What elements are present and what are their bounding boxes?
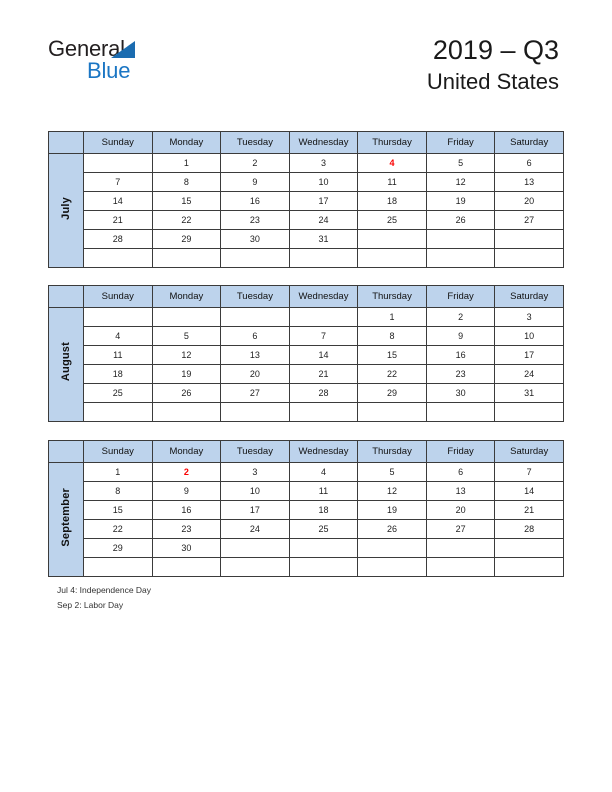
calendar-day[interactable]: 2 — [221, 154, 290, 173]
calendar-week-row — [49, 365, 564, 384]
calendar-day[interactable]: 20 — [221, 365, 290, 384]
calendar-week-row — [49, 173, 564, 192]
calendar-day[interactable]: 9 — [221, 173, 290, 192]
weekday-header-row — [49, 441, 564, 463]
calendar-day[interactable]: 10 — [221, 482, 290, 501]
calendar-day-empty — [289, 539, 358, 558]
calendar-day-empty — [495, 539, 564, 558]
calendar-day[interactable]: 24 — [289, 211, 358, 230]
calendar-day[interactable]: 28 — [289, 384, 358, 403]
page-header — [0, 0, 612, 118]
calendar-day[interactable]: 29 — [84, 539, 153, 558]
calendar-week-row — [49, 192, 564, 211]
calendar-day-empty — [358, 558, 427, 577]
calendar-day[interactable]: 20 — [426, 501, 495, 520]
month-name-label: September — [60, 487, 72, 547]
calendar-day-empty — [495, 558, 564, 577]
calendar-day[interactable]: 25 — [84, 384, 153, 403]
weekday-header-monday: Monday — [152, 441, 221, 463]
calendar-week-row — [49, 558, 564, 577]
calendar-day[interactable]: 14 — [495, 482, 564, 501]
page-subtitle: United States — [426, 69, 559, 94]
calendar-week-row — [49, 346, 564, 365]
weekday-header-friday: Friday — [426, 286, 495, 308]
calendar-month-august — [48, 285, 564, 422]
weekday-header-monday: Monday — [152, 132, 221, 154]
calendar-day[interactable]: 29 — [152, 230, 221, 249]
weekday-header-saturday: Saturday — [495, 441, 564, 463]
calendar-day-empty — [426, 249, 495, 268]
calendar-day[interactable]: 28 — [84, 230, 153, 249]
calendar-day[interactable]: 2 — [426, 308, 495, 327]
calendar-day[interactable]: 23 — [221, 211, 290, 230]
calendar-week-row — [49, 482, 564, 501]
calendar-day[interactable]: 8 — [358, 327, 427, 346]
calendar-day[interactable]: 13 — [495, 173, 564, 192]
weekday-header-tuesday: Tuesday — [221, 286, 290, 308]
calendar-day[interactable]: 13 — [426, 482, 495, 501]
calendar-day-empty — [358, 539, 427, 558]
calendar-day[interactable]: 15 — [152, 192, 221, 211]
calendar-day[interactable]: 17 — [495, 346, 564, 365]
calendar-day[interactable]: 29 — [358, 384, 427, 403]
calendar-day[interactable]: 6 — [426, 463, 495, 482]
calendar-day[interactable]: 9 — [426, 327, 495, 346]
calendar-day[interactable]: 26 — [358, 520, 427, 539]
weekday-header-sunday: Sunday — [84, 441, 153, 463]
calendar-day[interactable]: 5 — [426, 154, 495, 173]
month-name-label: August — [60, 342, 72, 382]
calendar-day-empty — [495, 249, 564, 268]
calendar-day-empty — [289, 308, 358, 327]
calendar-day-empty — [84, 558, 153, 577]
calendar-day-empty — [221, 539, 290, 558]
weekday-header-row — [49, 286, 564, 308]
calendar-day-empty — [426, 539, 495, 558]
calendar-day[interactable]: 7 — [84, 173, 153, 192]
calendar-month-september — [48, 440, 564, 577]
calendar-day[interactable]: 1 — [358, 308, 427, 327]
calendar-day[interactable]: 19 — [426, 192, 495, 211]
month-name-label: July — [60, 196, 72, 220]
calendar-day[interactable]: 23 — [426, 365, 495, 384]
month-label-header-spacer — [49, 286, 84, 308]
calendar-month-july — [48, 131, 564, 268]
calendar-day-empty — [426, 558, 495, 577]
calendar-day[interactable]: 30 — [426, 384, 495, 403]
calendar-week-row — [49, 384, 564, 403]
calendar-day[interactable]: 17 — [221, 501, 290, 520]
calendar-week-row — [49, 403, 564, 422]
calendar-day[interactable]: 7 — [495, 463, 564, 482]
calendar-day[interactable]: 18 — [84, 365, 153, 384]
calendar-day-empty — [152, 403, 221, 422]
weekday-header-tuesday: Tuesday — [221, 441, 290, 463]
calendar-day[interactable]: 18 — [289, 501, 358, 520]
month-label-header-spacer — [49, 441, 84, 463]
calendar-day[interactable]: 24 — [221, 520, 290, 539]
logo-text-general: General — [48, 36, 125, 61]
weekday-header-saturday: Saturday — [495, 132, 564, 154]
calendar-day[interactable]: 25 — [289, 520, 358, 539]
page-title: 2019 – Q3 — [432, 35, 559, 65]
calendar-day[interactable]: 3 — [289, 154, 358, 173]
month-name-cell — [49, 308, 84, 422]
calendar-day-empty — [358, 249, 427, 268]
calendar-week-row — [49, 249, 564, 268]
calendar-day[interactable]: 24 — [495, 365, 564, 384]
calendar-week-row — [49, 520, 564, 539]
calendar-day[interactable]: 5 — [358, 463, 427, 482]
calendar-day[interactable]: 27 — [426, 520, 495, 539]
weekday-header-thursday: Thursday — [358, 441, 427, 463]
calendar-day[interactable]: 11 — [289, 482, 358, 501]
calendar-day[interactable]: 10 — [289, 173, 358, 192]
calendar-day-empty — [358, 403, 427, 422]
logo-text-blue: Blue — [87, 58, 131, 83]
calendar-day[interactable]: 26 — [426, 211, 495, 230]
calendar-day[interactable]: 22 — [358, 365, 427, 384]
title-block — [427, 34, 559, 96]
calendar-day-empty — [152, 558, 221, 577]
calendar-day[interactable]: 11 — [358, 173, 427, 192]
calendar-day-empty — [152, 308, 221, 327]
calendar-day[interactable]: 3 — [221, 463, 290, 482]
calendar-day[interactable]: 12 — [152, 346, 221, 365]
calendar-week-row — [49, 230, 564, 249]
calendar-day[interactable]: 27 — [221, 384, 290, 403]
calendar-day[interactable]: 21 — [289, 365, 358, 384]
calendar-day[interactable]: 22 — [152, 211, 221, 230]
calendar-day-empty — [221, 403, 290, 422]
calendar-day[interactable]: 17 — [289, 192, 358, 211]
general-blue-logo — [48, 36, 198, 92]
calendar-day[interactable]: 21 — [495, 501, 564, 520]
calendar-week-row — [49, 463, 564, 482]
calendar-day-empty — [84, 308, 153, 327]
calendar-day-empty — [495, 230, 564, 249]
calendar-day[interactable]: 27 — [495, 211, 564, 230]
calendar-day-empty — [152, 249, 221, 268]
calendar-day[interactable]: 7 — [289, 327, 358, 346]
calendar-day[interactable]: 11 — [84, 346, 153, 365]
calendar-day[interactable]: 16 — [152, 501, 221, 520]
calendar-table — [48, 440, 564, 577]
calendar-day[interactable]: 26 — [152, 384, 221, 403]
calendar-day[interactable]: 3 — [495, 308, 564, 327]
calendar-day[interactable]: 4 — [84, 327, 153, 346]
calendar-day[interactable]: 15 — [358, 346, 427, 365]
calendar-day[interactable]: 10 — [495, 327, 564, 346]
weekday-header-sunday: Sunday — [84, 132, 153, 154]
calendar-day-empty — [84, 154, 153, 173]
calendar-day[interactable]: 31 — [495, 384, 564, 403]
calendar-week-row — [49, 154, 564, 173]
calendar-week-row — [49, 501, 564, 520]
calendar-day[interactable]: 23 — [152, 520, 221, 539]
calendar-day[interactable]: 12 — [426, 173, 495, 192]
calendar-day-empty — [426, 403, 495, 422]
calendar-day-empty — [221, 308, 290, 327]
calendar-day[interactable]: 22 — [84, 520, 153, 539]
month-label-header-spacer — [49, 132, 84, 154]
weekday-header-saturday: Saturday — [495, 286, 564, 308]
calendar-day[interactable]: 19 — [358, 501, 427, 520]
weekday-header-sunday: Sunday — [84, 286, 153, 308]
calendar-day[interactable]: 6 — [495, 154, 564, 173]
calendar-week-row — [49, 539, 564, 558]
calendar-day[interactable]: 19 — [152, 365, 221, 384]
calendar-day[interactable]: 18 — [358, 192, 427, 211]
calendar-day[interactable]: 1 — [152, 154, 221, 173]
calendar-day-empty — [289, 558, 358, 577]
calendar-week-row — [49, 327, 564, 346]
weekday-header-friday: Friday — [426, 441, 495, 463]
calendar-day[interactable]: 12 — [358, 482, 427, 501]
calendar-day[interactable]: 1 — [84, 463, 153, 482]
calendar-table — [48, 285, 564, 422]
holiday-note: Jul 4: Independence Day — [57, 585, 152, 595]
calendar-day[interactable]: 8 — [152, 173, 221, 192]
calendar-day[interactable]: 8 — [84, 482, 153, 501]
calendar-week-row — [49, 308, 564, 327]
calendar-day-holiday[interactable]: 2 — [152, 463, 221, 482]
logo-triangle-icon — [111, 41, 135, 58]
calendar-day[interactable]: 5 — [152, 327, 221, 346]
calendar-day[interactable]: 16 — [426, 346, 495, 365]
calendar-day-empty — [84, 403, 153, 422]
calendar-day[interactable]: 28 — [495, 520, 564, 539]
weekday-header-tuesday: Tuesday — [221, 132, 290, 154]
calendar-day[interactable]: 25 — [358, 211, 427, 230]
calendar-day[interactable]: 4 — [289, 463, 358, 482]
calendar-day[interactable]: 15 — [84, 501, 153, 520]
calendar-day[interactable]: 13 — [221, 346, 290, 365]
calendar-day-empty — [84, 249, 153, 268]
calendar-day[interactable]: 30 — [152, 539, 221, 558]
calendar-day-empty — [289, 403, 358, 422]
calendar-day-empty — [221, 558, 290, 577]
calendar-day-empty — [289, 249, 358, 268]
calendar-day[interactable]: 9 — [152, 482, 221, 501]
calendar-day[interactable]: 30 — [221, 230, 290, 249]
weekday-header-friday: Friday — [426, 132, 495, 154]
calendar-day[interactable]: 14 — [84, 192, 153, 211]
calendar-day[interactable]: 31 — [289, 230, 358, 249]
calendar-day-empty — [221, 249, 290, 268]
calendar-day[interactable]: 20 — [495, 192, 564, 211]
calendar-day[interactable]: 21 — [84, 211, 153, 230]
calendar-day-empty — [358, 230, 427, 249]
calendar-day[interactable]: 6 — [221, 327, 290, 346]
weekday-header-thursday: Thursday — [358, 132, 427, 154]
weekday-header-thursday: Thursday — [358, 286, 427, 308]
weekday-header-monday: Monday — [152, 286, 221, 308]
calendar-week-row — [49, 211, 564, 230]
calendar-day[interactable]: 14 — [289, 346, 358, 365]
calendar-table — [48, 131, 564, 268]
holiday-note: Sep 2: Labor Day — [57, 600, 124, 610]
weekday-header-wednesday: Wednesday — [289, 286, 358, 308]
weekday-header-row — [49, 132, 564, 154]
calendar-day-empty — [495, 403, 564, 422]
month-name-cell — [49, 154, 84, 268]
calendar-day-holiday[interactable]: 4 — [358, 154, 427, 173]
holiday-notes — [57, 583, 457, 613]
month-name-cell — [49, 463, 84, 577]
calendar-day-empty — [426, 230, 495, 249]
weekday-header-wednesday: Wednesday — [289, 441, 358, 463]
weekday-header-wednesday: Wednesday — [289, 132, 358, 154]
calendar-day[interactable]: 16 — [221, 192, 290, 211]
